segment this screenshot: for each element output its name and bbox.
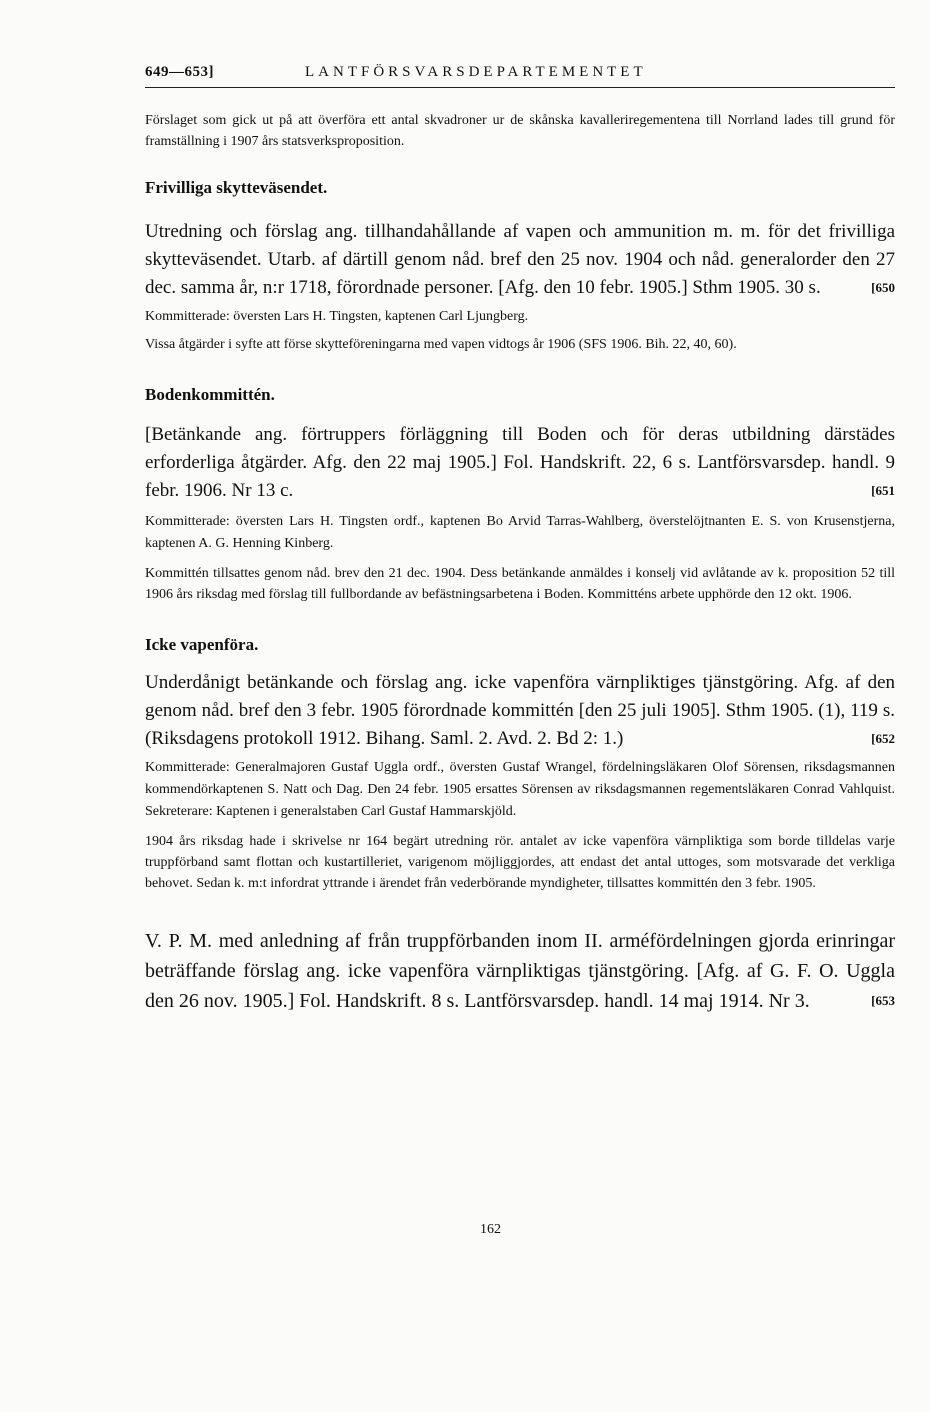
catalog-entry bbox=[145, 926, 895, 1016]
entry-ref: [650 bbox=[871, 280, 895, 295]
catalog-entry bbox=[145, 218, 895, 302]
page-range: 649—653] bbox=[145, 64, 214, 80]
entry-text: Underdånigt betänkande och förslag ang. icke vapenföra värnpliktiges tjänstgöring. Afg. af den genom nåd. bref den 3 febr. 1905 förordnade kommittén [den 25 juli 1905]. Sthm 1905. (1), 119 s. (Riksdagens protokoll 1912. Bihang. Saml. 2. Avd. 2. Bd 2: 1.) bbox=[145, 672, 895, 749]
committee-members: Kommitterade: översten Lars H. Tingsten, kaptenen Carl Ljungberg. bbox=[145, 309, 529, 324]
department-title: LANTFÖRSVARSDEPARTEMENTET bbox=[305, 64, 647, 80]
catalog-entry bbox=[145, 421, 895, 505]
page-number: 162 bbox=[480, 1222, 501, 1237]
section-heading: Icke vapenföra. bbox=[145, 635, 259, 654]
intro-note: Förslaget som gick ut på att överföra ett antal skvadroner ur de skånska kavalleriregementena till Norrland lades till grund för framställning i 1907 års statsverksproposition. bbox=[145, 113, 895, 149]
committee-members: Kommitterade: Generalmajoren Gustaf Uggla ordf., översten Gustaf Wrangel, fördelningsläkaren Olof Sörensen, riksdagsmannen kommendörkaptenen S. Natt och Dag. Den 24 febr. 1905 ersattes Sörensen av riksdagsmannen regementsläkaren Conrad Vahlquist. Sekreterare: Kaptenen i generalstaben Carl Gustaf Hammarskjöld. bbox=[145, 760, 895, 819]
running-header bbox=[145, 64, 895, 88]
entry-ref: [652 bbox=[871, 731, 895, 746]
entry-text: V. P. M. med anledning af från truppförbanden inom II. arméfördelningen gjorda erinringar beträffande förslag ang. icke vapenföra värnpliktigas tjänstgöring. [Afg. af G. F. O. Uggla den 26 nov. 1905.] Fol. Handskrift. 8 s. Lantförsvarsdep. handl. 14 maj 1914. Nr 3. bbox=[145, 930, 895, 1012]
entry-ref: [651 bbox=[871, 483, 895, 498]
document-page bbox=[145, 64, 895, 1016]
entry-ref: [653 bbox=[871, 993, 895, 1008]
section-heading: Frivilliga skytteväsendet. bbox=[145, 178, 328, 197]
entry-text: [Betänkande ang. förtruppers förläggning till Boden och för deras utbildning därstädes erforderliga åtgärder. Afg. den 22 maj 1905.] Fol. Handskrift. 22, 6 s. Lantförsvarsdep. handl. 9 febr. 1906. Nr 13 c. bbox=[145, 424, 895, 501]
section-note: 1904 års riksdag hade i skrivelse nr 164 begärt utredning rör. antalet av icke vapenföra värnpliktiga som borde tilldelas varje truppförband samt flottan och kustartilleriet, varigenom möjliggjordes, att endast det antal uttoges, som motsvarade det verkliga behovet. Sedan k. m:t infordrat yttrande i ärendet från vederbörande myndigheter, tillsattes kommittén den 3 febr. 1905. bbox=[145, 834, 895, 891]
section-heading: Bodenkommittén. bbox=[145, 385, 275, 404]
committee-members: Kommitterade: översten Lars H. Tingsten ordf., kaptenen Bo Arvid Tarras-Wahlberg, överstelöjtnanten E. S. von Krusenstjerna, kaptenen A. G. Henning Kinberg. bbox=[145, 514, 895, 551]
section-note: Vissa åtgärder i syfte att förse skytteföreningarna med vapen vidtogs år 1906 (SFS 1906. Bih. 22, 40, 60). bbox=[145, 337, 737, 352]
section-note: Kommittén tillsattes genom nåd. brev den 21 dec. 1904. Dess betänkande anmäldes i konselj vid avlåtande av k. proposition 52 till 1906 års riksdag med förslag till fullbordande av befästningsarbetena i Boden. Kommitténs arbete upphörde den 12 okt. 1906. bbox=[145, 566, 895, 602]
entry-text: Utredning och förslag ang. tillhandahållande af vapen och ammunition m. m. för det frivilliga skytteväsendet. Utarb. af därtill genom nåd. bref den 25 nov. 1904 och nåd. generalorder den 27 dec. samma år, n:r 1718, förordnade personer. [Afg. den 10 febr. 1905.] Sthm 1905. 30 s. bbox=[145, 221, 895, 298]
catalog-entry bbox=[145, 669, 895, 753]
